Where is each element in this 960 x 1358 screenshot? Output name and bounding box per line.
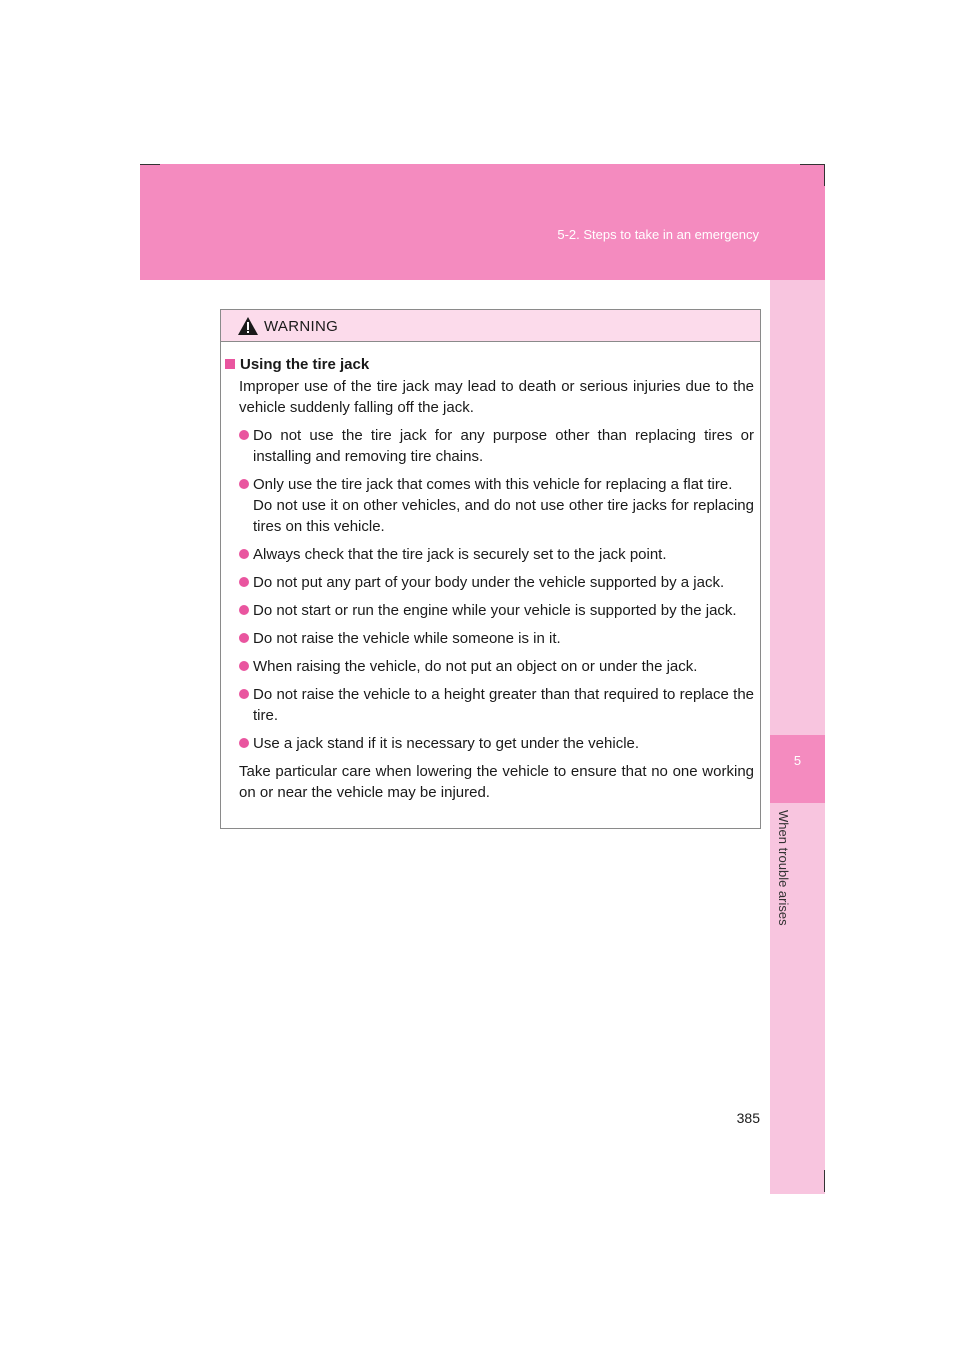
circle-bullet-icon <box>239 577 249 587</box>
crop-mark <box>824 1170 825 1192</box>
warning-title: WARNING <box>264 318 339 335</box>
page-number: 385 <box>736 1110 760 1126</box>
circle-bullet-icon <box>239 689 249 699</box>
circle-bullet-icon <box>239 661 249 671</box>
warning-box <box>220 309 761 829</box>
chapter-label: When trouble arises <box>776 810 791 926</box>
list-item: Only use the tire jack that comes with this vehicle for replacing a flat tire. Do not use it on other vehicles, and do not use other tire jacks for replacing tires on this vehicle. <box>225 474 754 537</box>
crop-mark <box>824 164 825 186</box>
chapter-number: 5 <box>793 753 802 768</box>
list-item: Do not use the tire jack for any purpose other than replacing tires or installing and removing tire chains. <box>225 425 754 467</box>
subsection-heading <box>225 354 754 375</box>
circle-bullet-icon <box>239 479 249 489</box>
subsection-title: Using the tire jack <box>240 356 370 373</box>
circle-bullet-icon <box>239 430 249 440</box>
circle-bullet-icon <box>239 633 249 643</box>
section-title: 5-2. Steps to take in an emergency <box>557 227 759 242</box>
intro-paragraph: Improper use of the tire jack may lead to death or serious injuries due to the vehicle suddenly falling off the jack. <box>239 378 754 416</box>
list-item: When raising the vehicle, do not put an object on or under the jack. <box>225 656 754 677</box>
warning-body <box>221 342 760 803</box>
section-header-band <box>140 164 825 280</box>
list-item: Do not put any part of your body under the vehicle supported by a jack. <box>225 572 754 593</box>
list-item: Always check that the tire jack is securely set to the jack point. <box>225 544 754 565</box>
circle-bullet-icon <box>239 738 249 748</box>
closing-paragraph: Take particular care when lowering the vehicle to ensure that no one working on or near the vehicle may be injured. <box>239 763 754 801</box>
chapter-tab-active <box>770 735 825 803</box>
warning-header <box>221 310 760 342</box>
circle-bullet-icon <box>239 605 249 615</box>
list-item: Use a jack stand if it is necessary to get under the vehicle. <box>225 733 754 754</box>
list-item: Do not raise the vehicle to a height greater than that required to replace the tire. <box>225 684 754 726</box>
crop-mark <box>140 164 160 165</box>
warning-triangle-icon <box>237 316 259 336</box>
list-item: Do not start or run the engine while your vehicle is supported by the jack. <box>225 600 754 621</box>
circle-bullet-icon <box>239 549 249 559</box>
list-item: Do not raise the vehicle while someone is in it. <box>225 628 754 649</box>
crop-mark <box>800 164 825 165</box>
square-bullet-icon <box>225 359 235 369</box>
